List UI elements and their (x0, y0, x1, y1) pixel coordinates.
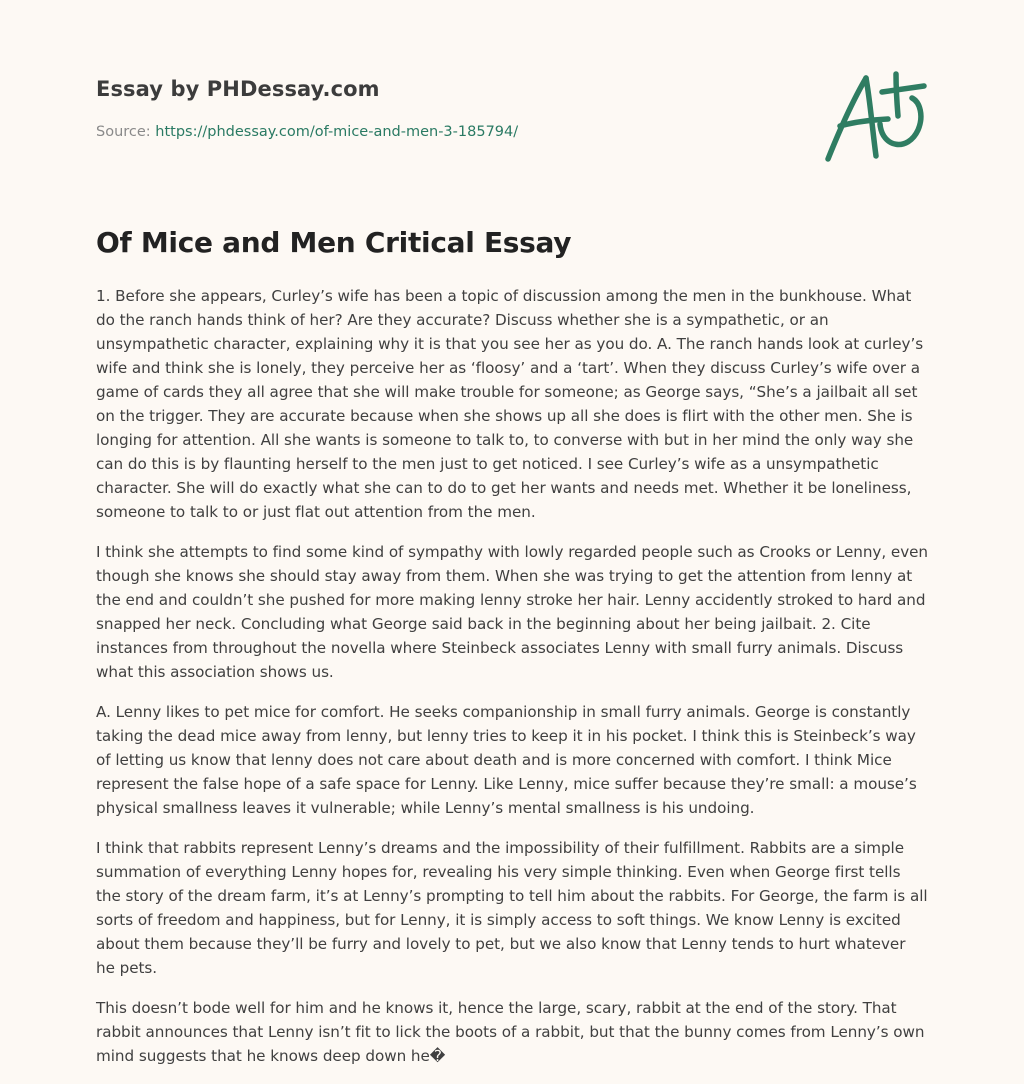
a-plus-logo-icon (816, 64, 932, 168)
essay-paragraph: I think that rabbits represent Lenny’s dreams and the impossibility of their fulfillment. Rabbits are a simple summation of everything Lenny hopes for, revealing his very simple thinking. Even when George first tells the story of the dream farm, it’s at Lenny’s prompting to tell him about the rabbits. For George, the farm is all sorts of freedom and happiness, but for Lenny, it is simply access to soft things. We know Lenny is excited about them because they’ll be furry and lovely to pet, but we also know that Lenny tends to hurt whatever he pets. (96, 839, 928, 977)
essay-body (96, 284, 928, 1084)
essay-paragraph: A. Lenny likes to pet mice for comfort. He seeks companionship in small furry animals. George is constantly taking the dead mice away from lenny, but lenny tries to keep it in his pocket. I think this is Steinbeck’s way of letting us know that lenny does not care about death and is more concerned with comfort. I think Mice represent the false hope of a safe space for Lenny. Like Lenny, mice suffer because they’re small: a mouse’s physical smallness leaves it vulnerable; while Lenny’s mental smallness is his undoing. (96, 703, 917, 817)
essay-title: Of Mice and Men Critical Essay (96, 226, 572, 259)
essay-paragraph: 1. Before she appears, Curley’s wife has been a topic of discussion among the men in the bunkhouse. What do the ranch hands think of her? Are they accurate? Discuss whether she is a sympathetic, or an unsympathetic character, explaining why it is that you see her as you do. A. The ranch hands look at curley’s wife and think she is lonely, they perceive her as ‘floosy’ and a ‘tart’. When they discuss Curley’s wife over a game of cards they all agree that she will make trouble for someone; as George says, “She’s a jailbait all set on the trigger. They are accurate because when she shows up all she does is flirt with the other men. She is longing for attention. All she wants is someone to talk to, to converse with but in her mind the only way she can do this is by flaunting herself to the men just to get noticed. I see Curley’s wife as a unsympathetic character. She will do exactly what she can to do to get her wants and needs met. Whether it be loneliness, someone to talk to or just flat out attention from the men. (96, 287, 924, 521)
essay-paragraph: I think she attempts to find some kind of sympathy with lowly regarded people such as Crooks or Lenny, even though she knows she should stay away from them. When she was trying to get the attention from lenny at the end and couldn’t she pushed for more making lenny stroke her hair. Lenny accidently stroked to hard and snapped her neck. Concluding what George said back in the beginning about her being jailbait. 2. Cite instances from throughout the novella where Steinbeck associates Lenny with small furry animals. Discuss what this association shows us. (96, 543, 929, 681)
source-link[interactable]: https://phdessay.com/of-mice-and-men-3-185794/ (155, 124, 519, 140)
source-label: Source: (96, 124, 151, 140)
site-brand: Essay by PHDessay.com (96, 77, 380, 101)
essay-paragraph: This doesn’t bode well for him and he knows it, hence the large, scary, rabbit at the end of the story. That rabbit announces that Lenny isn’t fit to lick the boots of a rabbit, but that the bunny comes from Lenny’s own mind suggests that he knows deep down he� (96, 999, 925, 1065)
source-line (96, 124, 518, 140)
